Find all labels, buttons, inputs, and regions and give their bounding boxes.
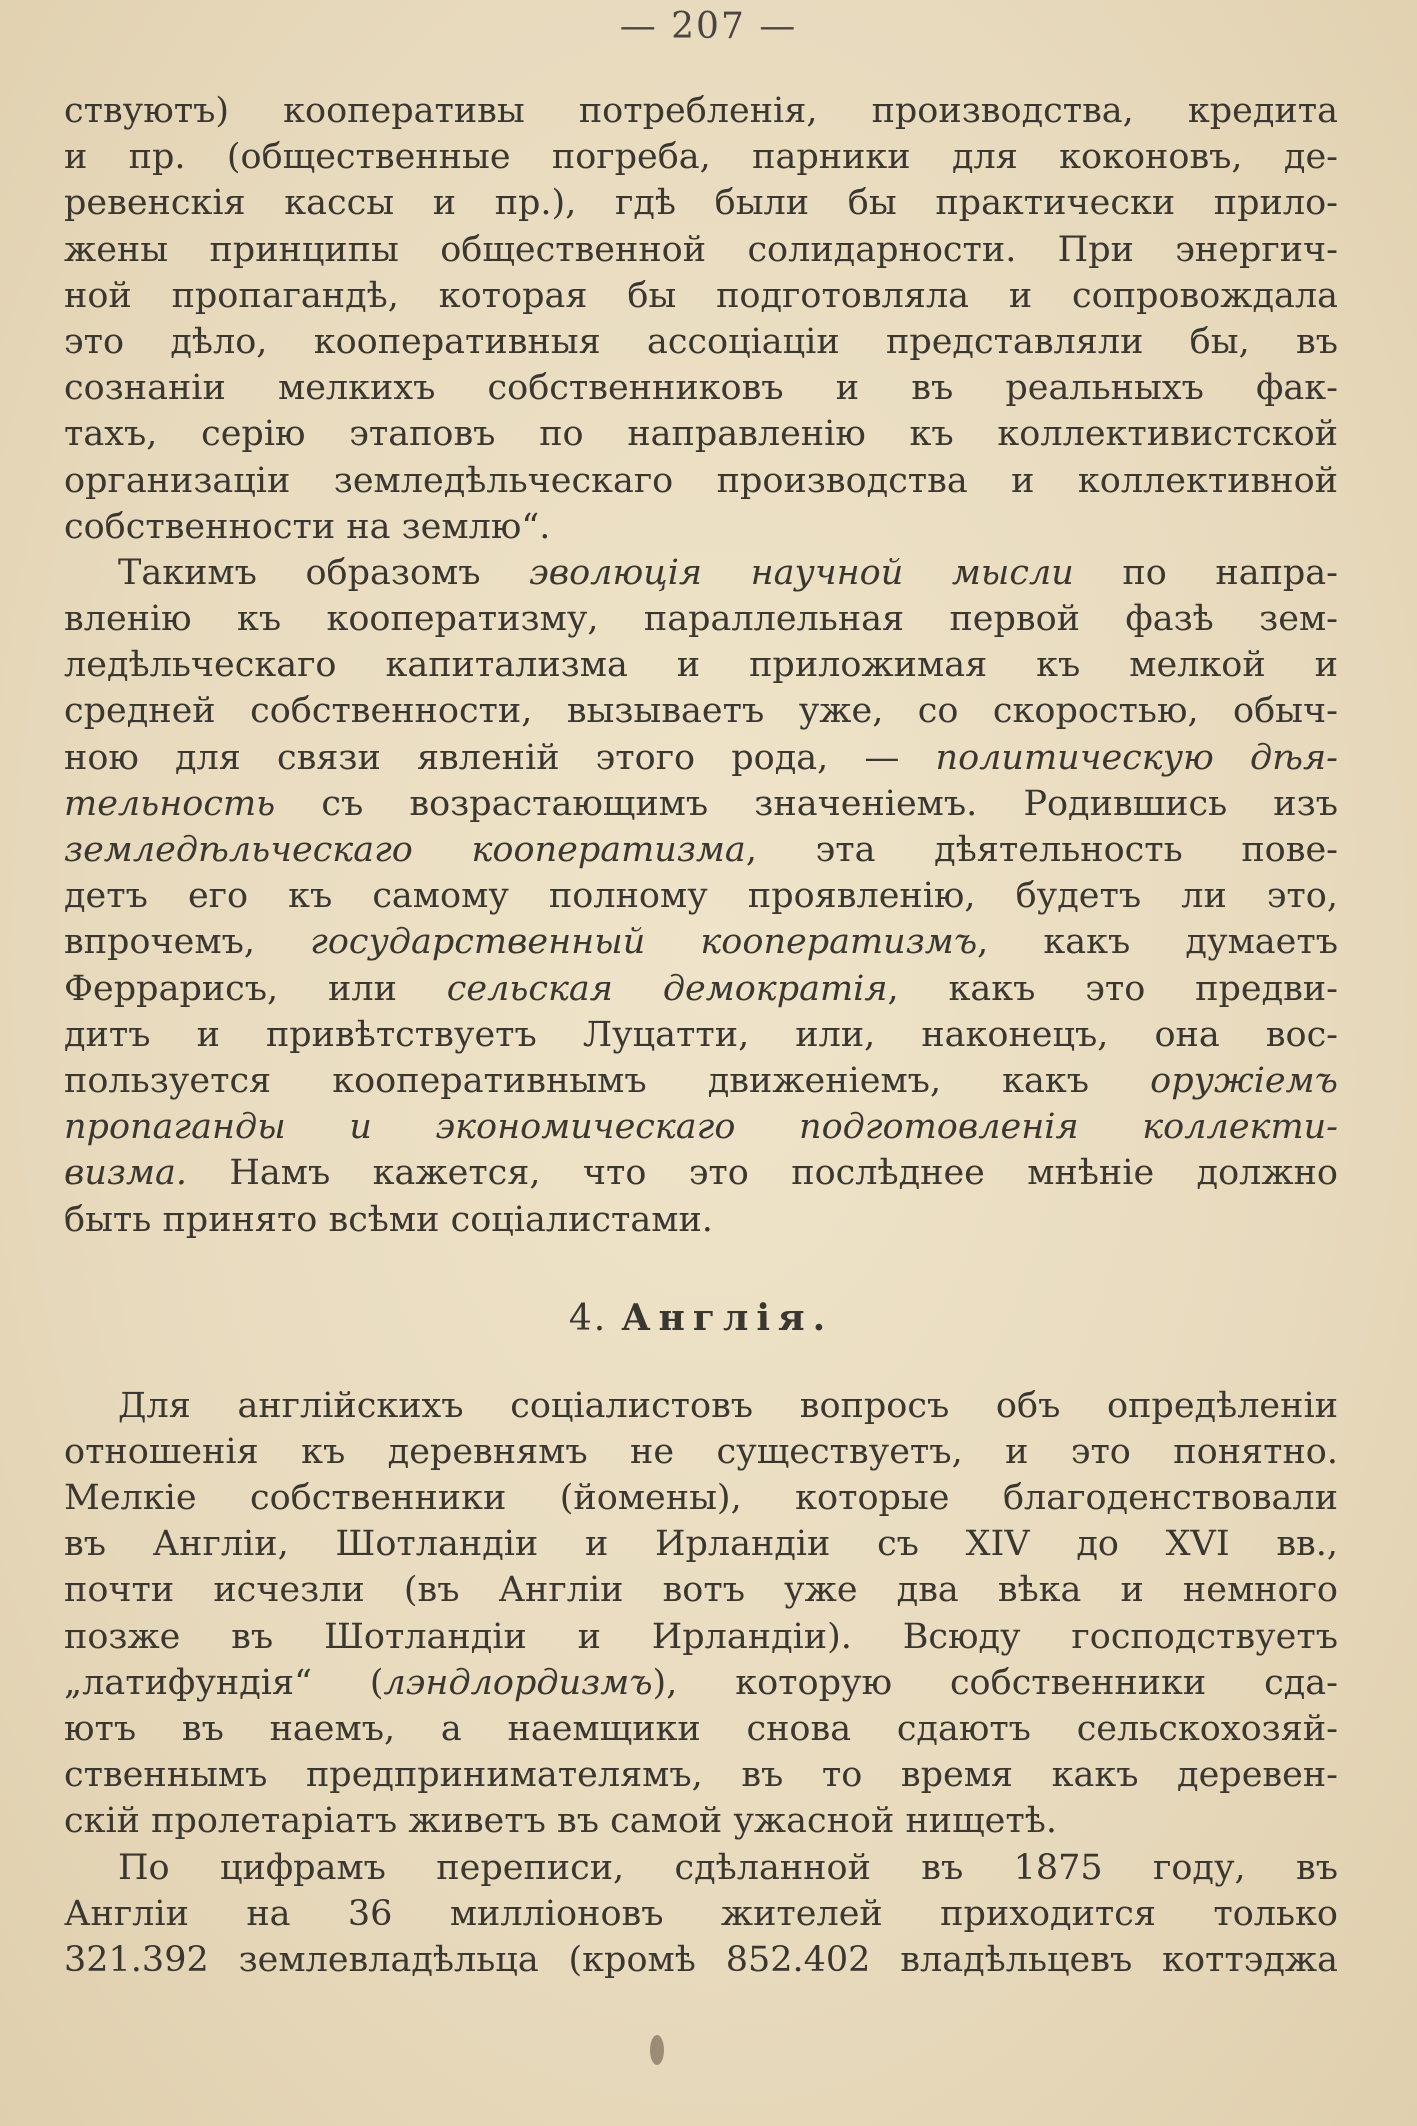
- text-line: Мелкіе собственники (йомены), которые благоденствовали: [64, 1478, 1338, 1519]
- text-line: ютъ въ наемъ, а наемщики снова сдаютъ сельскохозяй-: [64, 1709, 1338, 1749]
- text-line: и пр. (общественные погреба, парники для коконовъ, де-: [64, 137, 1338, 178]
- section-number: 4.: [568, 1297, 608, 1339]
- paragraph-1: [64, 88, 1338, 550]
- text-line: пользуется кооперативнымъ движеніемъ, какъ оружіемъ: [64, 1060, 1338, 1101]
- text-line: позже въ Шотландіи и Ирландіи). Всюду господствуетъ: [64, 1616, 1338, 1657]
- text-line: средней собственности, вызываетъ уже, со скоростью, обыч-: [64, 691, 1338, 732]
- paragraph-2: [64, 550, 1338, 1243]
- section-title: Англія.: [621, 1296, 834, 1339]
- text-line: ной пропагандѣ, которая бы подготовляла и сопровождала: [64, 275, 1338, 316]
- text-line: ревенскія кассы и пр.), гдѣ были бы практически прило-: [64, 183, 1338, 224]
- text-line: ледѣльческаго капитализма и приложимая къ мелкой и: [64, 645, 1338, 686]
- text-line: визма. Намъ кажется, что это послѣднее мнѣніе должно: [64, 1153, 1338, 1194]
- ink-smudge: [650, 2035, 664, 2065]
- section-heading: [64, 1283, 1338, 1353]
- text-line: тахъ, серію этаповъ по направленію къ коллективистской: [64, 414, 1338, 455]
- text-line: По цифрамъ переписи, сдѣланной въ 1875 году, въ: [118, 1847, 1338, 1888]
- text-line: собственности на землю“.: [64, 506, 551, 547]
- text-line: „латифундія“ (лэндлордизмъ), которую собственники сда-: [64, 1662, 1338, 1703]
- text-line: 321.392 землевладѣльца (кромѣ 852.402 владѣльцевъ коттэджа: [64, 1939, 1338, 1980]
- page-number: — 207 —: [619, 6, 798, 47]
- text-line: пропаганды и экономическаго подготовленія коллекти-: [64, 1107, 1338, 1148]
- text-line: дитъ и привѣтствуетъ Луцатти, или, наконецъ, она вос-: [64, 1014, 1338, 1055]
- paragraph-4: [64, 1845, 1338, 1984]
- text-line: отношенія къ деревнямъ не существуетъ, и это понятно.: [64, 1431, 1338, 1472]
- paragraph-3: [64, 1383, 1338, 1845]
- text-line: скій пролетаріатъ живетъ въ самой ужасной нищетѣ.: [64, 1801, 1057, 1842]
- text-line: Англіи на 36 милліоновъ жителей приходится только: [64, 1893, 1338, 1934]
- text-line: тельность съ возрастающимъ значеніемъ. Родившись изъ: [64, 783, 1338, 824]
- text-line: Такимъ образомъ эволюція научной мысли по напра-: [118, 552, 1338, 593]
- text-line: сознаніи мелкихъ собственниковъ и въ реальныхъ фак-: [64, 368, 1338, 409]
- text-line: вленію къ кооператизму, параллельная первой фазѣ зем-: [64, 599, 1338, 640]
- text-line: ною для связи явленій этого рода, — политическую дѣя-: [64, 737, 1338, 778]
- text-line: жены принципы общественной солидарности. При энергич-: [64, 229, 1338, 270]
- text-line: земледѣльческаго кооператизма, эта дѣятельность пове-: [64, 830, 1338, 870]
- text-line: организаціи земледѣльческаго производства и коллективной: [64, 460, 1338, 501]
- text-line: быть принято всѣми соціалистами.: [64, 1199, 713, 1240]
- text-line: ственнымъ предпринимателямъ, въ то время какъ деревен-: [64, 1755, 1338, 1796]
- text-line: ствуютъ) кооперативы потребленія, производства, кредита: [64, 91, 1338, 131]
- text-line: Феррарисъ, или сельская демократія, какъ это предви-: [64, 968, 1338, 1009]
- text-line: это дѣло, кооперативныя ассоціаціи представляли бы, въ: [64, 321, 1338, 362]
- text-line: почти исчезли (въ Англіи вотъ уже два вѣка и немного: [64, 1570, 1338, 1611]
- text-line: Для англійскихъ соціалистовъ вопросъ объ опредѣленіи: [118, 1385, 1338, 1426]
- text-column: [64, 88, 1338, 1983]
- text-line: въ Англіи, Шотландіи и Ирландіи съ XIV до XVI вв.,: [64, 1524, 1338, 1565]
- text-line: детъ его къ самому полному проявленію, будетъ ли это,: [64, 876, 1338, 917]
- text-line: впрочемъ, государственный кооператизмъ, какъ думаетъ: [64, 922, 1338, 963]
